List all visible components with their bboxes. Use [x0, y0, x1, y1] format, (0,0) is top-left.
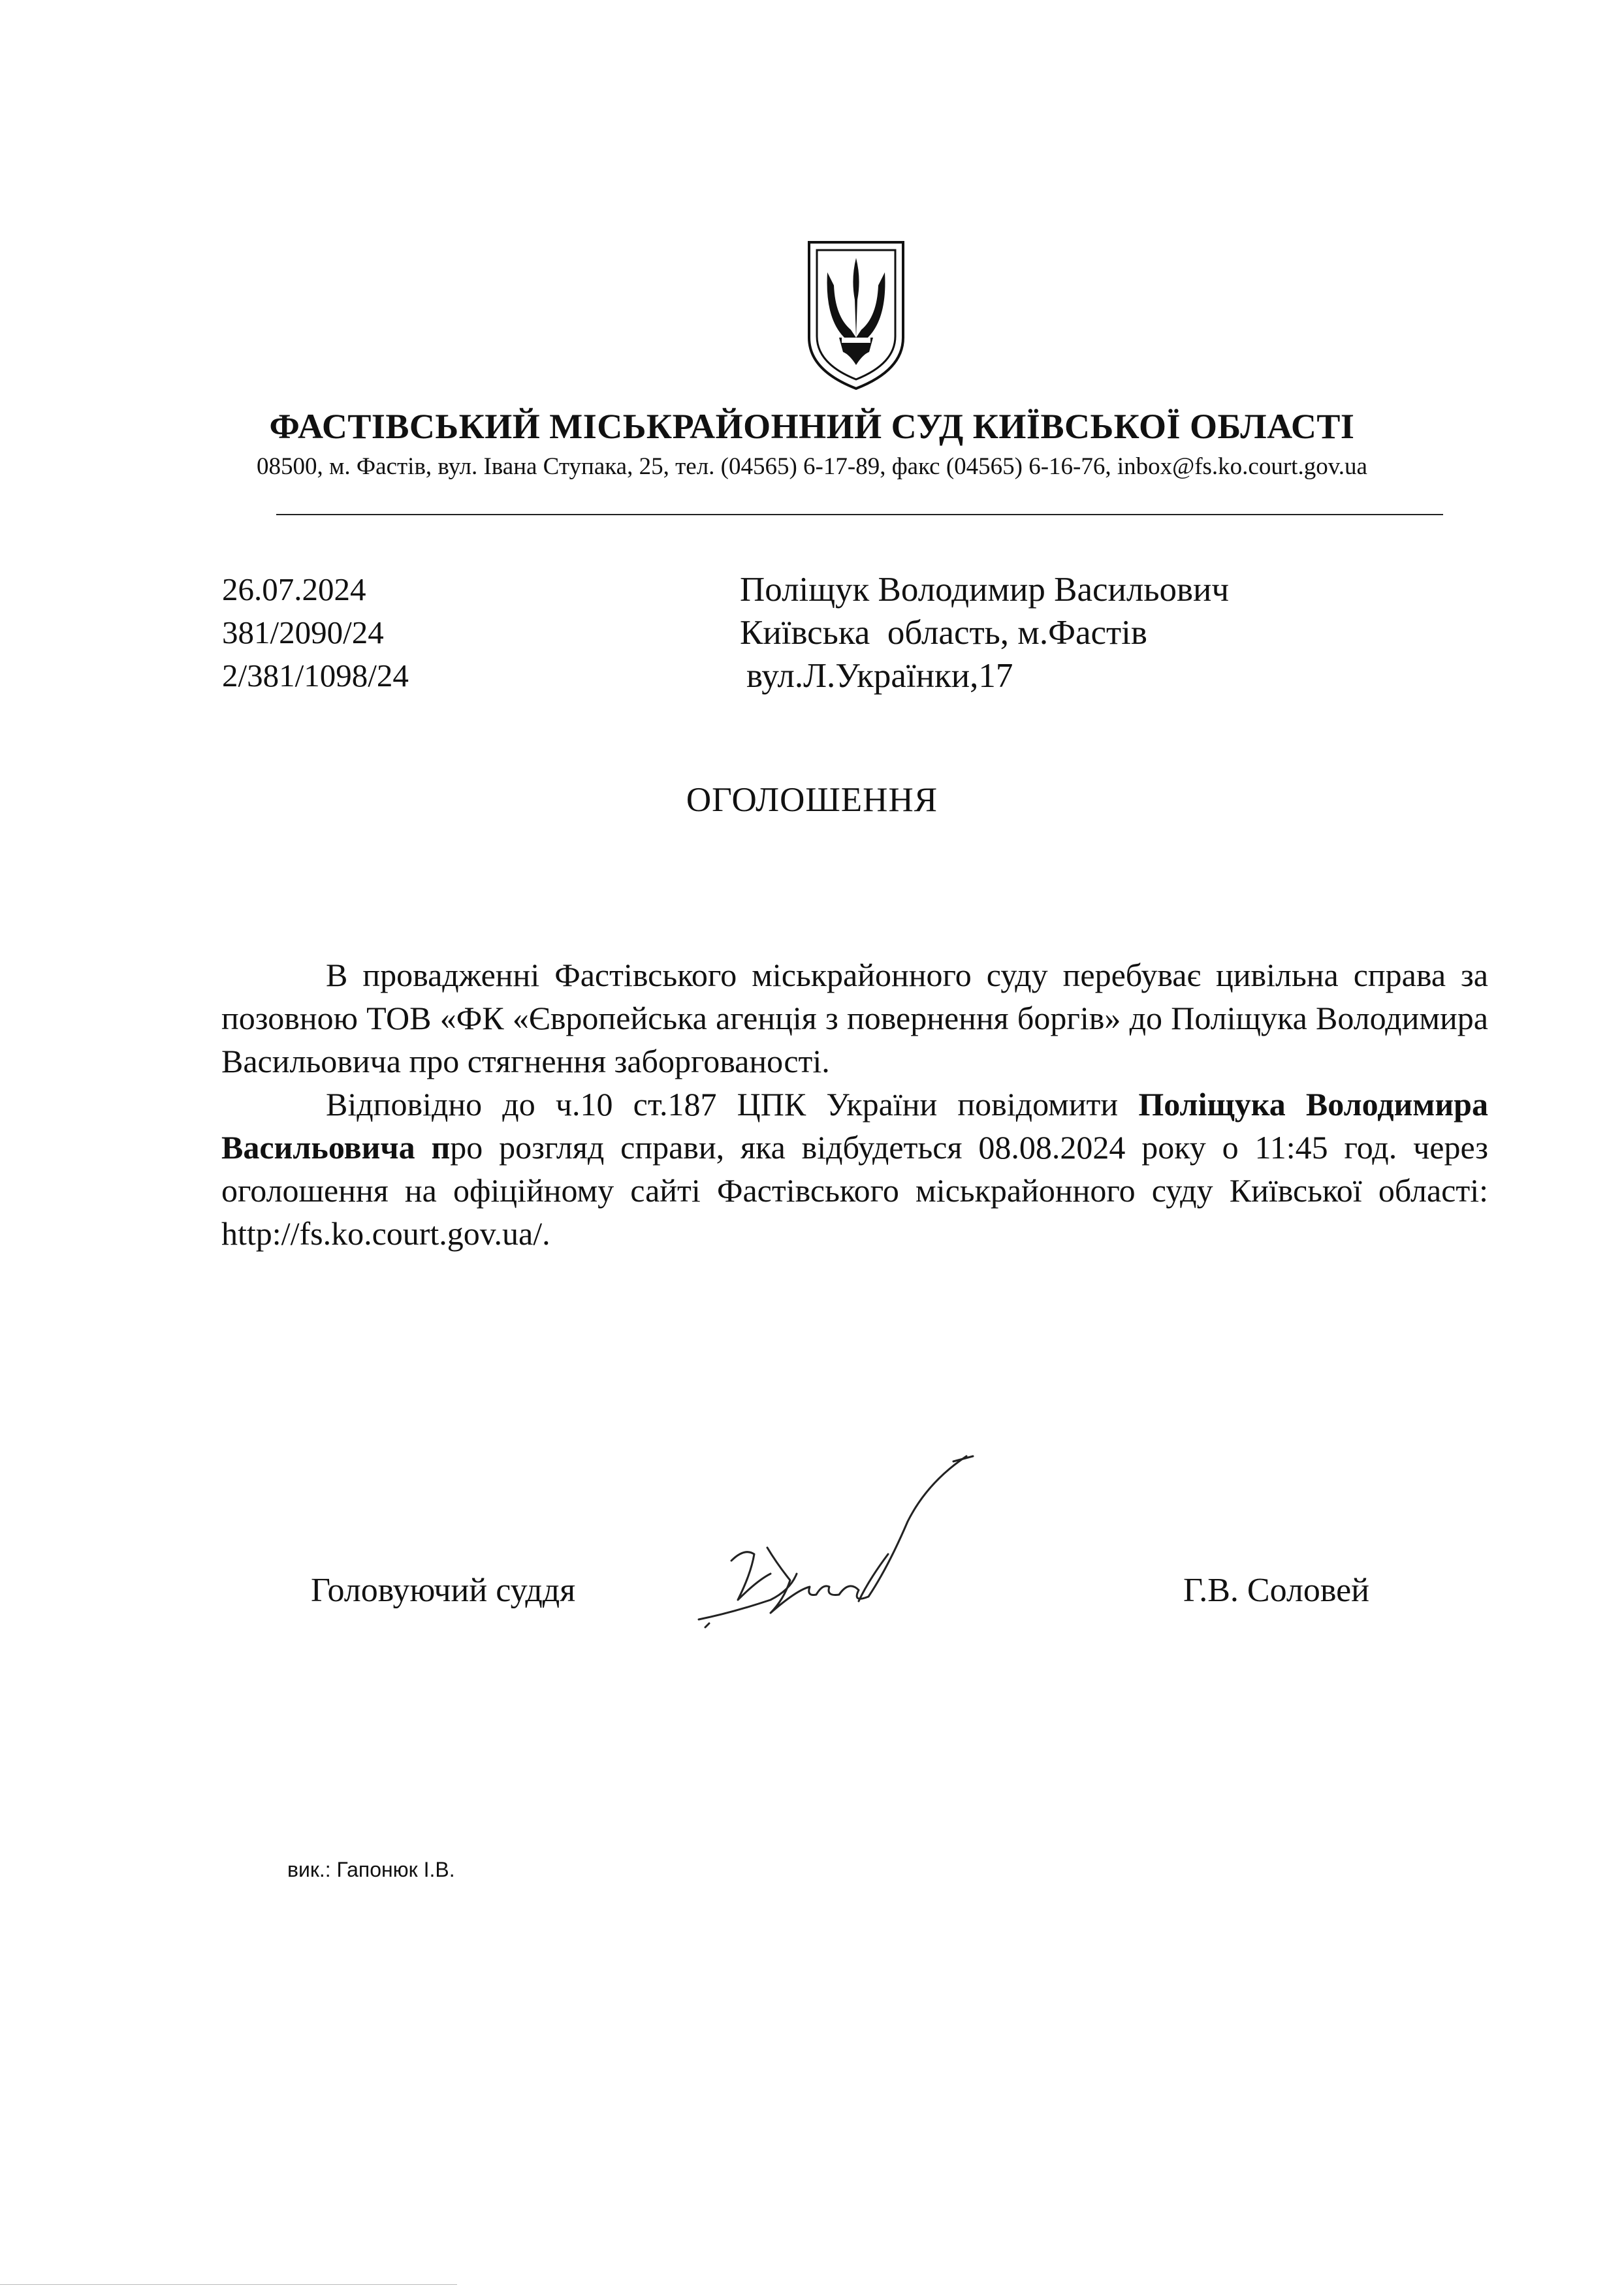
recipient-name: Поліщук Володимир Васильович — [740, 571, 1230, 609]
header-divider — [276, 514, 1443, 515]
recipient-block — [740, 568, 1229, 697]
paragraph-2-end: ро розгляд справи, яка відбудеться 08.08.2024 року о 11:45 год. через оголошення на офіційному сайті Фастівського міськрайонного суду Київської області: http://fs.ko.court.gov.ua/. — [221, 1129, 1488, 1252]
document-date: 26.07.2024 — [222, 571, 366, 607]
paragraph-2-start: Відповідно до ч.10 ст.187 ЦПК України повідомити — [326, 1086, 1119, 1123]
signatory-role: Головуючий суддя — [311, 1572, 576, 1609]
proceeding-number: 2/381/1098/24 — [222, 658, 409, 693]
court-name: ФАСТІВСЬКИЙ МІСЬКРАЙОННИЙ СУД КИЇВСЬКОЇ ОБЛАСТІ — [269, 407, 1355, 446]
court-address: 08500, м. Фастів, вул. Івана Ступака, 25, тел. (04565) 6-17-89, факс (04565) 6-16-76, inbox@fs.ko.court.gov.ua — [257, 453, 1367, 480]
document-body — [221, 953, 1488, 1255]
document-meta — [222, 568, 409, 697]
handwritten-signature-icon — [692, 1450, 1006, 1646]
trident-coat-of-arms-icon — [805, 240, 907, 391]
case-number: 381/2090/24 — [222, 614, 384, 650]
executor-note: вик.: Гапонюк І.В. — [287, 1858, 455, 1881]
recipient-street: вул.Л.Українки,17 — [746, 657, 1013, 695]
body-paragraph-2 — [221, 1083, 1488, 1255]
body-paragraph-1: В провадженні Фастівського міськрайонного суду перебуває цивільна справа за позовною ТОВ «ФК «Європейська агенція з повернення боргів» до Поліщука Володимира Васильовича про стягнення заборгованості. — [221, 957, 1488, 1079]
recipient-region-city: Київська область, м.Фастів — [740, 614, 1147, 652]
signatory-name: Г.В. Соловей — [1183, 1572, 1369, 1609]
document-title: ОГОЛОШЕННЯ — [686, 781, 938, 819]
bottom-scan-edge — [0, 2284, 457, 2285]
paragraph-2-bold-name: Поліщука Володимира Васильовича п — [221, 1086, 1488, 1166]
